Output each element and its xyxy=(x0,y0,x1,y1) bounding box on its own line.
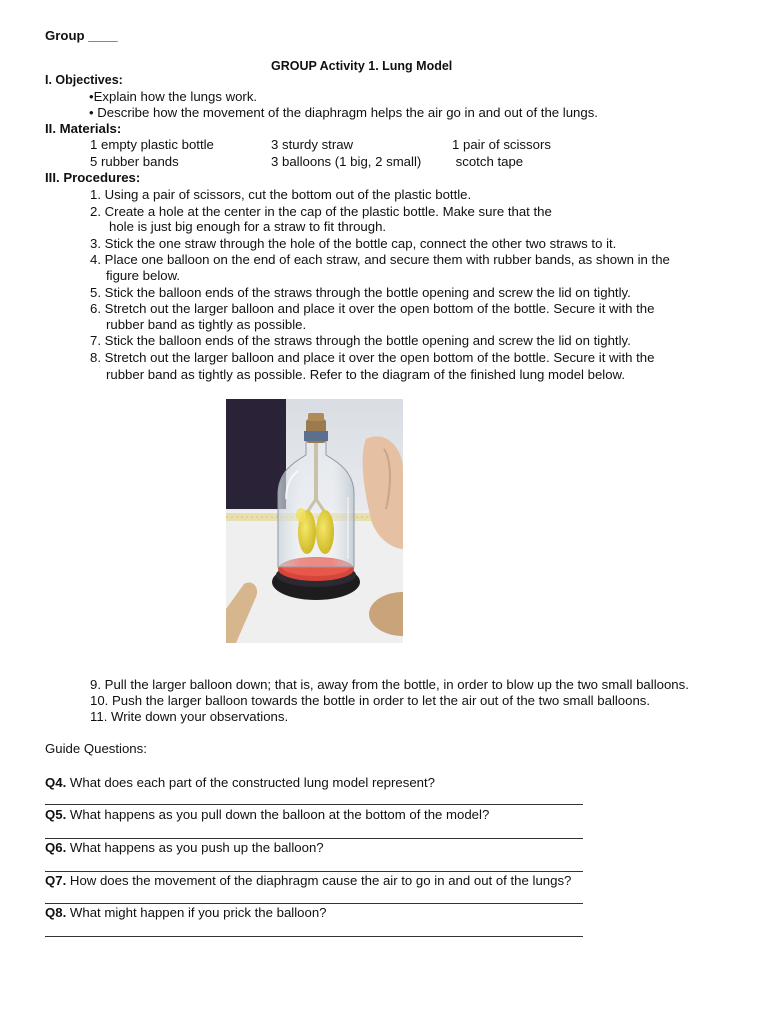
question-number: Q5. xyxy=(45,807,67,822)
question-text: What does each part of the constructed lung model represent? xyxy=(66,775,436,790)
guide-question xyxy=(45,873,571,888)
procedure-step: 11. Write down your observations. xyxy=(90,709,289,724)
question-number: Q7. xyxy=(45,873,67,888)
procedure-step: 1. Using a pair of scissors, cut the bottom out of the plastic bottle. xyxy=(90,187,472,202)
procedure-step: 3. Stick the one straw through the hole of the bottle cap, connect the other two straws to it. xyxy=(90,236,617,251)
material-item: scotch tape xyxy=(452,154,524,169)
question-text: How does the movement of the diaphragm cause the air to go in and out of the lungs? xyxy=(66,873,572,888)
procedure-step: 8. Stretch out the larger balloon and place it over the open bottom of the bottle. Secure it with the xyxy=(90,350,655,365)
answer-line[interactable] xyxy=(45,903,583,904)
materials-heading: II. Materials: xyxy=(45,121,122,136)
group-label: Group ____ xyxy=(45,28,118,43)
procedures-heading: III. Procedures: xyxy=(45,170,141,185)
procedure-step: 2. Create a hole at the center in the cap of the plastic bottle. Make sure that the xyxy=(90,204,552,219)
procedure-step: 10. Push the larger balloon towards the bottle in order to let the air out of the two small balloons. xyxy=(90,693,651,708)
procedure-step: 4. Place one balloon on the end of each straw, and secure them with rubber bands, as shown in the xyxy=(90,252,670,267)
procedure-step-cont: rubber band as tightly as possible. Refer to the diagram of the finished lung model below. xyxy=(106,367,626,382)
lung-model-photo xyxy=(226,399,403,643)
material-item: 3 balloons (1 big, 2 small) xyxy=(271,154,422,169)
procedure-step: 6. Stretch out the larger balloon and place it over the open bottom of the bottle. Secure it with the xyxy=(90,301,655,316)
guide-question xyxy=(45,905,327,920)
objectives-heading: I. Objectives: xyxy=(45,73,123,87)
procedure-step-cont: figure below. xyxy=(106,268,181,283)
answer-line[interactable] xyxy=(45,936,583,937)
material-item: 5 rubber bands xyxy=(90,154,179,169)
question-text: What happens as you pull down the balloon at the bottom of the model? xyxy=(66,807,490,822)
material-item: 1 empty plastic bottle xyxy=(90,137,214,152)
guide-question xyxy=(45,840,324,855)
procedure-step-cont: rubber band as tightly as possible. xyxy=(106,317,307,332)
material-item: 1 pair of scissors xyxy=(452,137,551,152)
procedure-step-cont: hole is just big enough for a straw to fit through. xyxy=(109,219,387,234)
objective-item: • Describe how the movement of the diaphragm helps the air go in and out of the lungs. xyxy=(89,105,598,120)
answer-line[interactable] xyxy=(45,838,583,839)
procedure-step: 7. Stick the balloon ends of the straws through the bottle opening and screw the lid on tightly. xyxy=(90,333,631,348)
material-item: 3 sturdy straw xyxy=(271,137,354,152)
guide-question xyxy=(45,807,489,822)
page-title: GROUP Activity 1. Lung Model xyxy=(271,59,453,73)
question-text: What might happen if you prick the balloon? xyxy=(66,905,327,920)
question-number: Q6. xyxy=(45,840,67,855)
objective-item: •Explain how the lungs work. xyxy=(89,89,258,104)
guide-question xyxy=(45,775,435,790)
procedure-step: 5. Stick the balloon ends of the straws through the bottle opening and screw the lid on tightly. xyxy=(90,285,631,300)
guide-heading: Guide Questions: xyxy=(45,741,147,756)
answer-line[interactable] xyxy=(45,871,583,872)
question-number: Q8. xyxy=(45,905,67,920)
question-number: Q4. xyxy=(45,775,67,790)
procedure-step: 9. Pull the larger balloon down; that is, away from the bottle, in order to blow up the two small balloons. xyxy=(90,677,689,692)
question-text: What happens as you push up the balloon? xyxy=(66,840,324,855)
answer-line[interactable] xyxy=(45,804,583,805)
